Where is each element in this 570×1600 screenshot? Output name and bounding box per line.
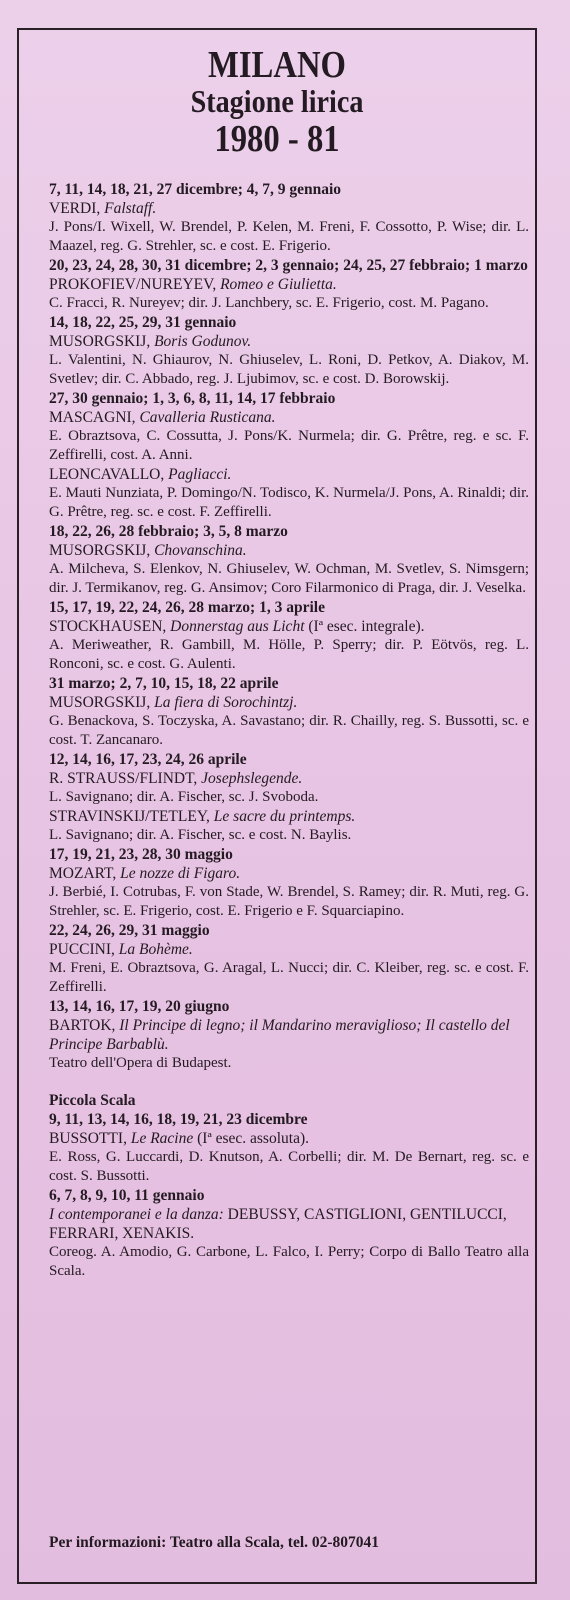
program-entry — [49, 313, 529, 389]
entry-work — [49, 1016, 529, 1054]
composer: BUSSOTTI, — [49, 1130, 127, 1147]
entry-dates: 12, 14, 16, 17, 23, 24, 26 aprile — [49, 751, 247, 768]
piccola-scala-heading: Piccola Scala — [49, 1092, 136, 1109]
program-entry — [49, 997, 529, 1073]
program-entry — [49, 256, 529, 313]
entry-work — [49, 693, 529, 712]
entry-dates: 6, 7, 8, 9, 10, 11 gennaio — [49, 1187, 205, 1204]
entry-cast: A. Milcheva, S. Elenkov, N. Ghiuselev, W. Ochman, M. Svetlev, S. Nimsgern; dir. J. Termikanov, reg. G. Ansimov; Coro Filarmonico di Praga, dir. J. Veselka. — [49, 561, 529, 596]
composer: STRAVINSKIJ/TETLEY, — [49, 808, 210, 825]
program-entry — [49, 845, 529, 921]
opera-title: La Bohème. — [118, 941, 193, 958]
entry-cast: M. Freni, E. Obraztsova, G. Aragal, L. Nucci; dir. C. Kleiber, reg. sc. e cost. F. Zeffirelli. — [49, 960, 529, 995]
entry-dates: 13, 14, 16, 17, 19, 20 giugno — [49, 998, 230, 1015]
entry-dates: 15, 17, 19, 22, 24, 26, 28 marzo; 1, 3 aprile — [49, 599, 325, 616]
entry-cast: G. Benackova, S. Toczyska, A. Savastano; dir. R. Chailly, reg. S. Bussotti, sc. e cost. T. Zancanaro. — [49, 713, 529, 748]
program-entry — [49, 389, 529, 522]
work-note: (Iª esec. assoluta). — [197, 1130, 309, 1147]
opera-title: Le nozze di Figaro. — [120, 865, 241, 882]
season-title: Stagione lirica — [190, 83, 364, 119]
entry-cast: C. Fracci, R. Nureyev; dir. J. Lanchbery, sc. E. Frigerio, cost. M. Pagano. — [49, 295, 489, 311]
entry-cast: J. Pons/I. Wixell, W. Brendel, P. Kelen, M. Freni, F. Cossotto, P. Wise; dir. L. Maazel, reg. G. Strehler, sc. e cost. E. Frigerio. — [49, 219, 529, 254]
entry-cast: L. Savignano; dir. A. Fischer, sc. J. Svoboda. — [49, 789, 319, 805]
opera-title: Chovanschina. — [154, 542, 247, 559]
entry-dates: 22, 24, 26, 29, 31 maggio — [49, 922, 210, 939]
composer: MUSORGSKIJ, — [49, 333, 151, 350]
opera-title: Cavalleria Rusticana. — [139, 409, 276, 426]
entry-work — [49, 408, 529, 427]
opera-title: Le Racine — [130, 1130, 194, 1147]
composer: BARTOK, — [49, 1017, 116, 1034]
composer: MASCAGNI, — [49, 409, 136, 426]
entry-cast: Teatro dell'Opera di Budapest. — [49, 1055, 232, 1071]
entry-work — [49, 199, 529, 218]
program-entry — [49, 180, 529, 256]
work-note: DEBUSSY, CASTIGLIONI, GENTILUCCI, FERRARI, XENAKIS. — [49, 1206, 507, 1242]
border-frame — [17, 28, 537, 1584]
program-entry — [49, 598, 529, 674]
entry-cast: Coreog. A. Amodio, G. Carbone, L. Falco, I. Perry; Corpo di Ballo Teatro alla Scala. — [49, 1244, 529, 1279]
entry-cast: E. Obraztsova, C. Cossutta, J. Pons/K. Nurmela; dir. G. Prêtre, reg. e sc. F. Zeffirelli, cost. A. Anni. — [49, 428, 529, 463]
entry-cast: L. Savignano; dir. A. Fischer, sc. e cost. N. Baylis. — [49, 827, 352, 843]
entry-work — [49, 332, 529, 351]
entry-work — [49, 1205, 529, 1243]
composer: STOCKHAUSEN, — [49, 618, 167, 635]
program-entry — [49, 1186, 529, 1281]
opera-title: Le sacre du printemps. — [213, 808, 356, 825]
entry-dates: 18, 22, 26, 28 febbraio; 3, 5, 8 marzo — [49, 523, 288, 540]
entry-work — [49, 465, 529, 484]
entry-cast: A. Meriweather, R. Gambill, M. Hölle, P. Sperry; dir. P. Eötvös, reg. L. Ronconi, sc. e cost. G. Aulenti. — [49, 637, 529, 672]
composer: R. STRAUSS/FLINDT, — [49, 770, 198, 787]
entry-cast: J. Berbié, I. Cotrubas, F. von Stade, W. Brendel, S. Ramey; dir. R. Muti, reg. G. Strehler, sc. E. Frigerio, cost. E. Frigerio e F. Squarciapino. — [49, 884, 529, 919]
composer: PUCCINI, — [49, 941, 115, 958]
program-entry — [49, 921, 529, 997]
entry-work — [49, 940, 529, 959]
opera-title: Boris Godunov. — [154, 333, 252, 350]
entry-cast: L. Valentini, N. Ghiaurov, N. Ghiuselev, L. Roni, D. Petkov, A. Diakov, M. Svetlev; dir. C. Abbado, reg. J. Ljubimov, sc. e cost. D. Borowskij. — [49, 352, 529, 387]
program-list — [49, 180, 529, 1281]
composer: VERDI, — [49, 200, 101, 217]
entry-dates: 17, 19, 21, 23, 28, 30 maggio — [49, 846, 233, 863]
composer: MUSORGSKIJ, — [49, 694, 151, 711]
entry-cast: E. Mauti Nunziata, P. Domingo/N. Todisco, K. Nurmela/J. Pons, A. Rinaldi; dir. G. Prêtre, reg. sc. e cost. F. Zeffirelli. — [49, 485, 529, 520]
opera-title: I contemporanei e la danza: — [49, 1206, 224, 1223]
composer: LEONCAVALLO, — [49, 466, 165, 483]
years-title: 1980 - 81 — [214, 118, 340, 160]
entry-work — [49, 1129, 529, 1148]
program-entry — [49, 750, 529, 845]
entry-dates: 31 marzo; 2, 7, 10, 15, 18, 22 aprile — [49, 675, 279, 692]
entry-work — [49, 275, 529, 294]
entry-work — [49, 864, 529, 883]
composer: MOZART, — [49, 865, 117, 882]
entry-work — [49, 617, 529, 636]
footer-info: Per informazioni: Teatro alla Scala, tel. 02-807041 — [49, 1534, 380, 1551]
opera-title: Pagliacci. — [168, 466, 232, 483]
entry-dates: 20, 23, 24, 28, 30, 31 dicembre; 2, 3 gennaio; 24, 25, 27 febbraio; 1 marzo — [49, 257, 528, 274]
program-entry — [49, 1110, 529, 1186]
entry-dates: 7, 11, 14, 18, 21, 27 dicembre; 4, 7, 9 gennaio — [49, 181, 342, 198]
entry-work — [49, 807, 529, 826]
opera-title: Donnerstag aus Licht — [170, 618, 305, 635]
entry-dates: 27, 30 gennaio; 1, 3, 6, 8, 11, 14, 17 febbraio — [49, 390, 336, 407]
program-entry — [49, 674, 529, 750]
program-entry — [49, 522, 529, 598]
opera-title: La fiera di Sorochintzj. — [154, 694, 298, 711]
work-note: (Iª esec. integrale). — [308, 618, 425, 635]
entry-dates: 9, 11, 13, 14, 16, 18, 19, 21, 23 dicembre — [49, 1111, 308, 1128]
composer: PROKOFIEV/NUREYEV, — [49, 276, 217, 293]
composer: MUSORGSKIJ, — [49, 542, 151, 559]
opera-title: Il Principe di legno; il Mandarino meraviglioso; Il castello del Principe Barbablù. — [49, 1017, 510, 1053]
opera-title: Josephslegende. — [201, 770, 303, 787]
opera-title: Falstaff. — [104, 200, 157, 217]
opera-title: Romeo e Giulietta. — [220, 276, 337, 293]
entry-work — [49, 769, 529, 788]
entry-dates: 14, 18, 22, 25, 29, 31 gennaio — [49, 314, 237, 331]
city-title: MILANO — [207, 44, 346, 86]
entry-cast: E. Ross, G. Luccardi, D. Knutson, A. Corbelli; dir. M. De Bernart, reg. sc. e cost. S. Bussotti. — [49, 1149, 529, 1184]
entry-work — [49, 541, 529, 560]
